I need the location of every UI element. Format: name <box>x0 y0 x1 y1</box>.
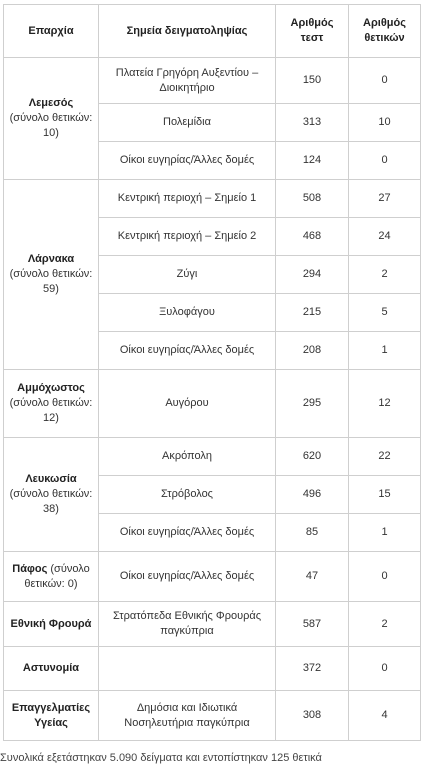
district-positives-total: (σύνολο θετικών: 0) <box>24 562 90 590</box>
sampling-point-cell: Οίκοι ευγηρίας/Άλλες δομές <box>99 552 276 602</box>
positives-cell: 22 <box>349 438 421 476</box>
positives-cell: 0 <box>349 58 421 104</box>
district-cell <box>4 58 99 180</box>
positives-cell: 27 <box>349 180 421 218</box>
footnote: Συνολικά εξετάστηκαν 5.090 δείγματα και εντοπίστηκαν 125 θετικά <box>0 752 322 764</box>
district-name: Εθνική Φρουρά <box>10 617 92 630</box>
sampling-point-cell: Ακρόπολη <box>99 438 276 476</box>
table-row <box>4 438 421 476</box>
results-table <box>3 4 421 741</box>
positives-cell: 1 <box>349 514 421 552</box>
header-positives: Αριθμός θετικών <box>349 5 421 58</box>
tests-cell: 124 <box>276 142 349 180</box>
sampling-point-cell: Οίκοι ευγηρίας/Άλλες δομές <box>99 142 276 180</box>
tests-cell: 294 <box>276 256 349 294</box>
district-name: Πάφος <box>12 562 48 575</box>
tests-cell: 308 <box>276 691 349 741</box>
positives-cell: 5 <box>349 294 421 332</box>
tests-cell: 295 <box>276 370 349 438</box>
positives-cell: 10 <box>349 104 421 142</box>
table-row <box>4 180 421 218</box>
tests-cell: 372 <box>276 647 349 691</box>
header-sampling-points: Σημεία δειγματοληψίας <box>99 5 276 58</box>
positives-cell: 0 <box>349 552 421 602</box>
district-positives-total: (σύνολο θετικών: 38) <box>9 488 93 515</box>
tests-cell: 587 <box>276 602 349 647</box>
positives-cell: 2 <box>349 602 421 647</box>
positives-cell: 15 <box>349 476 421 514</box>
sampling-point-cell: Ζύγι <box>99 256 276 294</box>
header-tests: Αριθμός τεστ <box>276 5 349 58</box>
district-cell <box>4 691 99 741</box>
sampling-point-cell <box>99 647 276 691</box>
district-name: Λάρνακα <box>27 253 75 265</box>
sampling-point-cell: Ξυλοφάγου <box>99 294 276 332</box>
tests-cell: 215 <box>276 294 349 332</box>
tests-cell: 620 <box>276 438 349 476</box>
tests-cell: 150 <box>276 58 349 104</box>
district-positives-total: (σύνολο θετικών: 59) <box>9 268 93 295</box>
tests-cell: 508 <box>276 180 349 218</box>
sampling-point-cell: Αυγόρου <box>99 370 276 438</box>
district-name: Αμμόχωστος <box>17 382 85 394</box>
positives-cell: 24 <box>349 218 421 256</box>
table-row <box>4 58 421 104</box>
table-row <box>4 552 421 602</box>
tests-cell: 85 <box>276 514 349 552</box>
sampling-point-cell: Στρατόπεδα Εθνικής Φρουράς παγκύπρια <box>99 602 276 647</box>
district-positives-total: (σύνολο θετικών: 10) <box>9 112 93 139</box>
district-cell <box>4 552 99 602</box>
positives-cell: 0 <box>349 142 421 180</box>
district-name: Επαγγελματίες Υγείας <box>11 701 91 729</box>
tests-cell: 313 <box>276 104 349 142</box>
district-cell <box>4 438 99 552</box>
sampling-point-cell: Οίκοι ευγηρίας/Άλλες δομές <box>99 332 276 370</box>
sampling-point-cell: Δημόσια και Ιδιωτικά Νοσηλευτήρια παγκύπρια <box>99 691 276 741</box>
district-cell <box>4 647 99 691</box>
district-cell <box>4 370 99 438</box>
sampling-point-cell: Πλατεία Γρηγόρη Αυξεντίου – Διοικητήριο <box>99 58 276 104</box>
table-row <box>4 602 421 647</box>
table-body <box>4 58 421 741</box>
district-name: Λευκωσία <box>25 473 77 485</box>
district-positives-total: (σύνολο θετικών: 12) <box>9 397 93 424</box>
positives-cell: 12 <box>349 370 421 438</box>
header-district: Επαρχία <box>4 5 99 58</box>
district-cell <box>4 180 99 370</box>
district-name: Αστυνομία <box>22 662 80 674</box>
header-row <box>4 5 421 58</box>
sampling-point-cell: Οίκοι ευγηρίας/Άλλες δομές <box>99 514 276 552</box>
tests-cell: 47 <box>276 552 349 602</box>
table-row <box>4 647 421 691</box>
sampling-point-cell: Κεντρική περιοχή – Σημείο 1 <box>99 180 276 218</box>
sampling-point-cell: Πολεμίδια <box>99 104 276 142</box>
tests-cell: 496 <box>276 476 349 514</box>
table-row <box>4 691 421 741</box>
district-name: Λεμεσός <box>28 97 74 109</box>
sampling-point-cell: Στρόβολος <box>99 476 276 514</box>
sampling-point-cell: Κεντρική περιοχή – Σημείο 2 <box>99 218 276 256</box>
table-row <box>4 370 421 438</box>
tests-cell: 468 <box>276 218 349 256</box>
positives-cell: 2 <box>349 256 421 294</box>
tests-cell: 208 <box>276 332 349 370</box>
positives-cell: 0 <box>349 647 421 691</box>
positives-cell: 1 <box>349 332 421 370</box>
positives-cell: 4 <box>349 691 421 741</box>
district-cell <box>4 602 99 647</box>
